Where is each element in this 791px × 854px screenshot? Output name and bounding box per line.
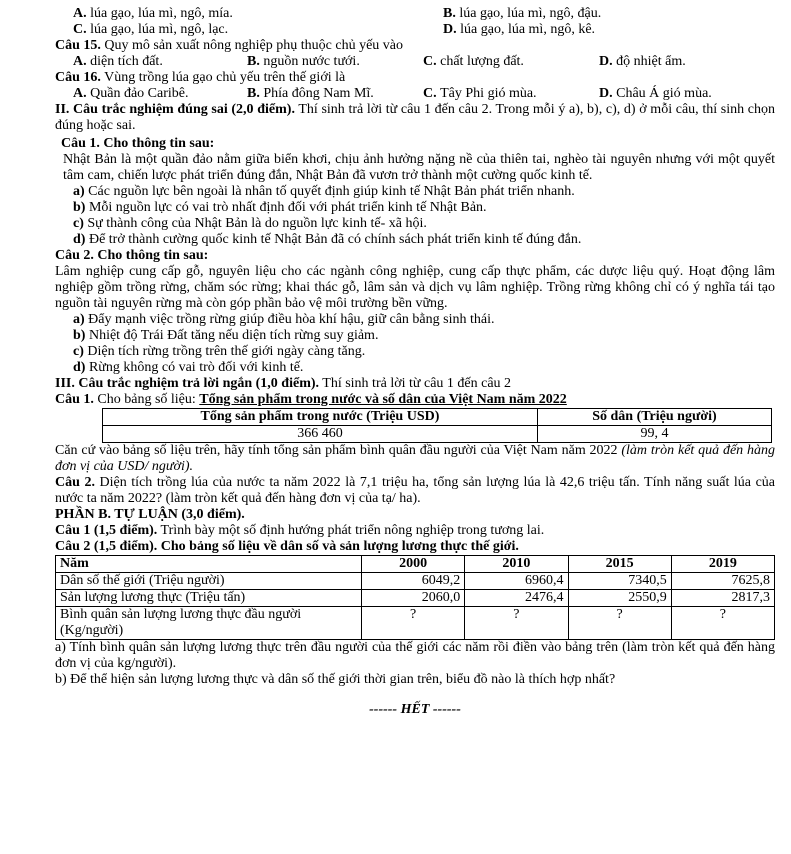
row-label: Sản lượng lương thực (Triệu tấn) bbox=[56, 590, 362, 607]
q15-option-b: B. nguồn nước tưới. bbox=[247, 54, 360, 69]
tf2-c: c) Diện tích rừng trồng trên thế giới ngày càng tăng. bbox=[73, 344, 366, 359]
table-cell: ? bbox=[671, 607, 774, 640]
table-header-row bbox=[56, 556, 775, 573]
table-cell: 2060,0 bbox=[362, 590, 465, 607]
q14-options-row-2 bbox=[55, 22, 775, 38]
end-marker: ------ HẾT ------ bbox=[369, 702, 461, 717]
header-2015: 2015 bbox=[568, 556, 671, 573]
tf1-heading: Câu 1. Cho thông tin sau: bbox=[61, 136, 215, 151]
essay-2-heading: Câu 2 (1,5 điểm). Cho bảng số liệu về dân số và sản lượng lương thực thế giới. bbox=[55, 539, 519, 554]
tf1-c: c) Sự thành công của Nhật Bản là do nguồn lực kinh tế- xã hội. bbox=[73, 216, 427, 231]
q16-option-a: A. Quần đảo Caribê. bbox=[73, 86, 189, 101]
q15-option-d: D. độ nhiệt ẩm. bbox=[599, 54, 686, 69]
sa1-value-gdp: 366 460 bbox=[103, 426, 538, 443]
part-b-heading: PHẦN B. TỰ LUẬN (3,0 điểm). bbox=[55, 507, 245, 522]
q14-option-c: C. lúa gạo, lúa mì, ngô, lạc. bbox=[73, 22, 229, 37]
table-row bbox=[56, 590, 775, 607]
q14-option-a: A. lúa gạo, lúa mì, ngô, mía. bbox=[73, 6, 233, 21]
tf2-a: a) Đẩy mạnh việc trồng rừng giúp điều hòa khí hậu, giữ cân bằng sinh thái. bbox=[73, 312, 495, 327]
tf2-heading: Câu 2. Cho thông tin sau: bbox=[55, 248, 209, 263]
sa1-value-pop: 99, 4 bbox=[537, 426, 771, 443]
essay-1: Câu 1 (1,5 điểm). Trình bày một số định hướng phát triển nông nghiệp trong tương lai. bbox=[55, 523, 545, 538]
q16-option-c: C. Tây Phi gió mùa. bbox=[423, 86, 537, 101]
table-row bbox=[56, 573, 775, 590]
table-cell: ? bbox=[568, 607, 671, 640]
header-2019: 2019 bbox=[671, 556, 774, 573]
sa1-header-gdp: Tổng sản phẩm trong nước (Triệu USD) bbox=[103, 409, 538, 426]
table-cell: 7340,5 bbox=[568, 573, 671, 590]
row-label: Dân số thế giới (Triệu người) bbox=[56, 573, 362, 590]
sa1-stem: Câu 1. Cho bảng số liệu: Tổng sản phẩm trong nước và số dân của Việt Nam năm 2022 bbox=[55, 392, 567, 407]
sa1-question: Căn cứ vào bảng số liệu trên, hãy tính tổng sản phẩm bình quân đầu người của Việt Nam năm 2022 (làm tròn kết quả đến hàng đơn vị của USD/ người). bbox=[55, 443, 776, 474]
header-2010: 2010 bbox=[465, 556, 568, 573]
sa1-table bbox=[102, 408, 772, 443]
table-cell: 2550,9 bbox=[568, 590, 671, 607]
q16-option-b: B. Phía đông Nam Mĩ. bbox=[247, 86, 374, 101]
q14-option-b: B. lúa gạo, lúa mì, ngô, đậu. bbox=[443, 6, 602, 21]
q16-options bbox=[55, 86, 775, 102]
exam-page bbox=[55, 6, 775, 718]
row-label: Bình quân sản lượng lương thực đầu người (Kg/người) bbox=[56, 607, 362, 640]
table-cell: 7625,8 bbox=[671, 573, 774, 590]
sa2: Câu 2. Diện tích trồng lúa của nước ta năm 2022 là 7,1 triệu ha, tổng sản lượng lúa là 42,6 triệu tấn. Tính năng suất lúa của nước ta năm 2022? (làm tròn kết quả đến hàng đơn vị của tạ/ ha). bbox=[55, 475, 776, 506]
table-cell: 2817,3 bbox=[671, 590, 774, 607]
essay-2-a: a) Tính bình quân sản lượng lương thực trên đầu người của thế giới các năm rồi điền vào bảng trên (làm tròn kết quả đến hàng đơn vị của kg/người). bbox=[55, 640, 775, 671]
q15-option-c: C. chất lượng đất. bbox=[423, 54, 524, 69]
tf1-a: a) Các nguồn lực bên ngoài là nhân tố quyết định giúp kinh tế Nhật Bản phát triển nhanh. bbox=[73, 184, 575, 199]
q14-options-row-1 bbox=[55, 6, 775, 22]
q15-options bbox=[55, 54, 775, 70]
table-cell: 2476,4 bbox=[465, 590, 568, 607]
essay-2-table bbox=[55, 555, 775, 640]
table-cell: 6049,2 bbox=[362, 573, 465, 590]
tf1-b: b) Mỗi nguồn lực có vai trò nhất định đối với phát triển kinh tế Nhật Bản. bbox=[73, 200, 487, 215]
q14-option-d: D. lúa gạo, lúa mì, ngô, kê. bbox=[443, 22, 596, 37]
table-cell: 6960,4 bbox=[465, 573, 568, 590]
table-cell: ? bbox=[465, 607, 568, 640]
sa1-header-pop: Số dân (Triệu người) bbox=[537, 409, 771, 426]
table-cell: ? bbox=[362, 607, 465, 640]
header-2000: 2000 bbox=[362, 556, 465, 573]
q15-option-a: A. diện tích đất. bbox=[73, 54, 163, 69]
q16-option-d: D. Châu Á gió mùa. bbox=[599, 86, 712, 101]
tf2-b: b) Nhiệt độ Trái Đất tăng nếu diện tích rừng suy giảm. bbox=[73, 328, 379, 343]
table-row bbox=[56, 607, 775, 640]
header-year: Năm bbox=[56, 556, 362, 573]
section-3-heading: III. Câu trắc nghiệm trả lời ngắn (1,0 điểm). Thí sinh trả lời từ câu 1 đến câu 2 bbox=[55, 376, 512, 391]
tf2-d: d) Rừng không có vai trò đối với kinh tế. bbox=[73, 360, 304, 375]
q15-stem: Câu 15. Quy mô sản xuất nông nghiệp phụ thuộc chủ yếu vào bbox=[55, 38, 404, 53]
q16-stem: Câu 16. Vùng trồng lúa gạo chủ yếu trên thế giới là bbox=[55, 70, 346, 85]
tf1-d: d) Để trở thành cường quốc kinh tế Nhật Bản đã có chính sách phát triển kinh tế đúng đắn. bbox=[73, 232, 582, 247]
tf2-info: Lâm nghiệp cung cấp gỗ, nguyên liệu cho các ngành công nghiệp, cung cấp thực phẩm, các dược liệu quý. Hoạt động lâm nghiệp gồm trồng rừng, chăm sóc rừng; khai thác gỗ, lâm sản và dịch vụ lâm nghiệp. Trồng rừng không chỉ có ý nghĩa tái tạo nguồn tài nguyên rừng mà còn góp phần bảo vệ môi trường bền vững. bbox=[55, 264, 775, 311]
tf1-info: Nhật Bản là một quần đảo nằm giữa biển khơi, chịu ảnh hưởng nặng nề của thiên tai, nghèo tài nguyên nhưng với một quyết tâm cam, chiến lược phát triển đúng đắn, Nhật Bản đã vươn trở thành một cường quốc kinh tế. bbox=[63, 152, 775, 183]
section-2-heading: II. Câu trắc nghiệm đúng sai (2,0 điểm). Thí sinh trả lời từ câu 1 đến câu 2. Trong mỗi ý a), b), c), d) ở mỗi câu, thí sinh chọn đúng hoặc sai. bbox=[55, 102, 776, 133]
essay-2-b: b) Để thể hiện sản lượng lương thực và dân số thế giới thời gian trên, biểu đồ nào là thích hợp nhất? bbox=[55, 672, 616, 687]
